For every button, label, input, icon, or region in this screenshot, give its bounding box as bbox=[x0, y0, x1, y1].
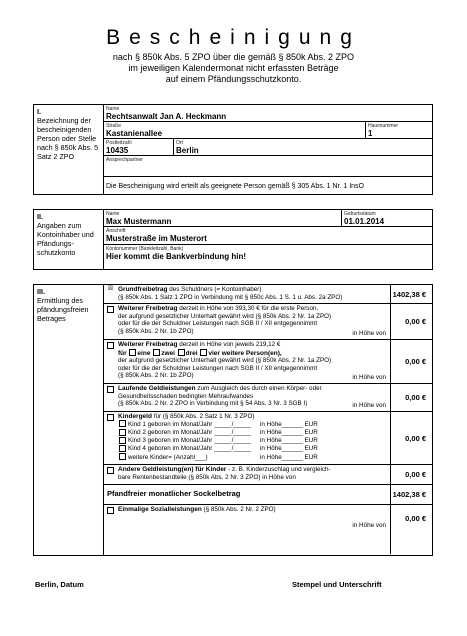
section-calculation-content bbox=[104, 285, 432, 555]
weiterer2-vier-checkbox[interactable] bbox=[200, 349, 207, 356]
kind-3-checkbox[interactable] bbox=[119, 437, 126, 444]
issuer-notice: Die Bescheinigung wird erteilt als geeignete Person gemäß § 305 Abs. 1 Nr. 1 InsO bbox=[106, 183, 364, 190]
kind-4-betrag[interactable]: in Höhe______ EUR bbox=[260, 445, 318, 453]
grundfreibetrag-ref: (§ 850k Abs. 1 Satz 1 ZPO in Verbindung mit § 850c Abs. 1 S. 1 u. Abs. 2a ZPO) bbox=[118, 293, 343, 301]
laufende-line2: Gesundheitsschaden bedingten Mehraufwandes bbox=[118, 392, 254, 400]
kindergeld-amount[interactable]: 0,00 € bbox=[405, 433, 426, 443]
weiterer2-zwei-checkbox[interactable] bbox=[153, 349, 160, 356]
grundfreibetrag-desc: des Schuldners (= Kontoinhaber) bbox=[167, 286, 262, 293]
section-issuer bbox=[33, 104, 433, 195]
einmalige-suffix: in Höhe von bbox=[352, 522, 386, 529]
holder-name-field[interactable] bbox=[104, 210, 342, 227]
issuer-house-label: Hausnummer bbox=[368, 123, 399, 129]
subtitle-line-1: nach § 850k Abs. 5 ZPO über die gemäß § 850k Abs. 2 ZPO bbox=[112, 52, 355, 62]
holder-dob-value: 01.01.2014 bbox=[344, 217, 385, 226]
issuer-contact-field[interactable] bbox=[104, 156, 432, 177]
kindergeld-checkbox[interactable] bbox=[107, 414, 114, 421]
holder-address-label: Anschrift bbox=[106, 228, 126, 234]
weiterer1-suffix: in Höhe von bbox=[352, 330, 386, 338]
weiterer2-checkbox[interactable] bbox=[107, 342, 114, 349]
weiterer2-suffix: in Höhe von bbox=[352, 374, 386, 382]
weiterer1-checkbox[interactable] bbox=[107, 306, 114, 313]
weiterer2-amount[interactable]: 0,00 € bbox=[405, 357, 426, 366]
section-calculation bbox=[33, 284, 433, 556]
weiterer1-title: Weiterer Freibetrag bbox=[118, 305, 178, 312]
grundfreibetrag-checkbox[interactable]: ☒ bbox=[107, 286, 114, 292]
issuer-house-field[interactable] bbox=[366, 122, 432, 139]
holder-account-value: Hier kommt die Bankverbindung hin! bbox=[106, 252, 247, 261]
weiterer2-line5: (§ 850k Abs. 2 Nr. 1b ZPO) bbox=[118, 372, 194, 380]
sockel-amount[interactable]: 1402,38 € bbox=[392, 490, 426, 499]
laufende-text bbox=[104, 384, 391, 411]
page-title: Bescheinigung bbox=[106, 26, 361, 49]
row-weiterer-freibetrag-2 bbox=[104, 340, 432, 384]
weiterer2-opt-fuer: für bbox=[118, 349, 127, 357]
weiterer1-line2: der aufgrund gesetzlicher Unterhalt gewährt wird (§ 850k Abs. 2 Nr. 1a ZPO) bbox=[118, 312, 332, 320]
issuer-name-label: Name bbox=[106, 106, 120, 112]
kind-2-betrag[interactable]: in Höhe______ EUR bbox=[260, 429, 318, 437]
issuer-name-value: Rechtsanwalt Jan A. Heckmann bbox=[106, 112, 227, 121]
kind-2-line bbox=[118, 429, 388, 437]
row-weiterer-freibetrag-1 bbox=[104, 304, 432, 340]
andere-amount[interactable]: 0,00 € bbox=[405, 470, 426, 479]
kind-weitere-line bbox=[118, 453, 388, 461]
subtitle bbox=[40, 52, 427, 85]
andere-line2: bare Rentenbestandteile (§ 850k Abs. 2 Nr. 3 ZPO) in Höhe von bbox=[118, 473, 296, 481]
issuer-city-label: Ort bbox=[176, 140, 183, 146]
weiterer2-line3: der aufgrund gesetzlicher Unterhalt gewährt wird (§ 850k Abs. 2 Nr. 1a ZPO) bbox=[118, 357, 332, 365]
weiterer2-opt-eine: eine bbox=[137, 349, 151, 357]
footer-signature: Stempel und Unterschrift bbox=[292, 580, 382, 589]
issuer-city-value: Berlin bbox=[176, 146, 199, 155]
kind-4-line bbox=[118, 445, 388, 453]
einmalige-title: Einmalige Sozialleistungen bbox=[118, 506, 202, 513]
andere-title: Andere Geldleistung(en) für Kinder bbox=[118, 466, 227, 473]
kind-weitere-betrag[interactable]: in Höhe______ EUR bbox=[260, 453, 318, 461]
section-account-content bbox=[104, 210, 432, 269]
subtitle-line-2: im jeweiligen Kalendermonat nicht erfassten Beträge bbox=[128, 63, 339, 73]
section-account-number: II. bbox=[37, 212, 43, 221]
row-einmalige-sozialleistungen bbox=[104, 505, 432, 554]
holder-dob-label: Geburtsdatum bbox=[344, 211, 376, 217]
issuer-contact-label: Ansprechpartner bbox=[106, 157, 143, 163]
issuer-zip-label: Postleitzahl bbox=[106, 140, 132, 146]
kind-4-checkbox[interactable] bbox=[119, 445, 126, 452]
weiterer2-opt-zwei: zwei bbox=[161, 349, 175, 357]
row-andere-geldleistungen bbox=[104, 465, 432, 485]
weiterer2-title: Weiterer Freibetrag bbox=[118, 341, 178, 348]
kind-2-label: Kind 2 geboren im Monat/Jahr _____/_____ bbox=[128, 429, 251, 437]
issuer-street-value: Kastanienallee bbox=[106, 129, 163, 138]
issuer-house-value: 1 bbox=[368, 129, 373, 138]
issuer-city-field[interactable] bbox=[174, 139, 432, 156]
section-issuer-content bbox=[104, 105, 432, 194]
section-calculation-description: Ermittlung des pfändungsfreien Betrages bbox=[37, 296, 89, 323]
holder-account-field[interactable] bbox=[104, 245, 432, 268]
issuer-name-field[interactable] bbox=[104, 105, 432, 122]
row-laufende-geldleistungen bbox=[104, 384, 432, 412]
laufende-suffix: in Höhe von bbox=[352, 402, 386, 410]
weiterer2-opt-drei: drei bbox=[185, 349, 198, 357]
grundfreibetrag-amount[interactable]: 1402,38 € bbox=[392, 289, 426, 299]
weiterer2-text bbox=[104, 340, 391, 383]
footer-place-date: Berlin, Datum bbox=[35, 580, 84, 589]
sockel-title: Pfandfreier monatlicher Sockelbetrag bbox=[107, 489, 241, 498]
kindergeld-line1: für (§ 850k Abs. 2 Satz 1 Nr. 3 ZPO) bbox=[151, 413, 255, 420]
kind-1-label: Kind 1 geboren im Monat/Jahr _____/_____ bbox=[128, 420, 251, 428]
kind-1-line bbox=[118, 421, 388, 429]
section-issuer-number: I. bbox=[37, 107, 41, 116]
holder-account-label: Kontonummer (Bankleitzahl, Bank) bbox=[106, 246, 184, 252]
laufende-line1: zum Ausgleich des durch einen Körper- oder bbox=[195, 385, 322, 392]
kind-3-betrag[interactable]: in Höhe______ EUR bbox=[260, 437, 318, 445]
laufende-checkbox[interactable] bbox=[107, 386, 114, 393]
weiterer2-opt-vier: vier weitere Person(en), bbox=[208, 349, 282, 357]
einmalige-amount[interactable]: 0,00 € bbox=[405, 513, 426, 523]
laufende-title: Laufende Geldleistungen bbox=[118, 385, 196, 392]
andere-text bbox=[104, 465, 391, 484]
kind-1-checkbox[interactable] bbox=[119, 420, 126, 427]
einmalige-text bbox=[104, 505, 391, 554]
holder-name-value: Max Mustermann bbox=[106, 217, 172, 226]
issuer-zip-value: 10435 bbox=[106, 146, 129, 155]
weiterer1-line1: derzeit in Höhe von 393,30 € für die erste Person, bbox=[177, 305, 319, 312]
holder-address-value: Musterstraße im Musterort bbox=[106, 234, 207, 243]
kind-weitere-label: weitere Kinder= (Anzahl___) bbox=[128, 453, 208, 461]
row-kindergeld bbox=[104, 412, 432, 465]
section-calculation-label bbox=[34, 285, 104, 555]
grundfreibetrag-title: Grundfreibetrag bbox=[118, 286, 168, 293]
kind-weitere-checkbox[interactable] bbox=[119, 453, 126, 460]
section-calculation-number: III. bbox=[37, 287, 45, 296]
issuer-zip-field[interactable] bbox=[104, 139, 174, 156]
section-issuer-description: Bezeichnung der bescheinigenden Person oder Stelle nach § 850k Abs. 5 Satz 2 ZPO bbox=[37, 116, 99, 161]
andere-line1: - z. B. Kinderzuschlag und vergleich- bbox=[226, 466, 331, 473]
row-sockelbetrag bbox=[104, 485, 432, 505]
kind-3-line bbox=[118, 437, 388, 445]
holder-address-field[interactable] bbox=[104, 227, 432, 245]
kindergeld-title: Kindergeld bbox=[118, 413, 152, 420]
einmalige-checkbox[interactable] bbox=[107, 507, 114, 514]
grundfreibetrag-text bbox=[104, 285, 391, 303]
kindergeld-text bbox=[104, 412, 391, 464]
weiterer1-text bbox=[104, 304, 391, 339]
sockel-text bbox=[104, 485, 391, 504]
weiterer2-eine-checkbox[interactable] bbox=[129, 349, 136, 356]
einmalige-line1: (§ 850k Abs. 2 Nr. 2 ZPO) bbox=[201, 506, 276, 513]
holder-name-label: Name bbox=[106, 211, 120, 217]
kind-3-label: Kind 3 geboren im Monat/Jahr _____/_____ bbox=[128, 437, 251, 445]
section-account-description: Angaben zum Kontoinhaber und Pfändungs-schutzkonto bbox=[37, 221, 94, 257]
kind-1-betrag[interactable]: in Höhe______ EUR bbox=[260, 420, 318, 428]
weiterer2-drei-checkbox[interactable] bbox=[178, 349, 185, 356]
weiterer1-line3: oder für die der Schuldner Leistungen nach SGB II / XII entgegennimmt bbox=[118, 320, 318, 328]
laufende-line3: (§ 850k Abs. 2 Nr. 2 ZPO in Verbindung mit § 54 Abs. 3 Nr. 3 SGB I) bbox=[118, 400, 308, 408]
section-account-label bbox=[34, 210, 104, 269]
row-grundfreibetrag bbox=[104, 285, 432, 304]
andere-checkbox[interactable] bbox=[107, 467, 114, 474]
kind-4-label: Kind 4 geboren im Monat/Jahr _____/_____ bbox=[128, 445, 251, 453]
laufende-amount[interactable]: 0,00 € bbox=[405, 393, 426, 402]
weiterer1-line4: (§ 850k Abs. 2 Nr. 1b ZPO) bbox=[118, 327, 194, 335]
kind-2-checkbox[interactable] bbox=[119, 429, 126, 436]
issuer-street-field[interactable] bbox=[104, 122, 366, 139]
section-account-holder bbox=[33, 209, 433, 270]
weiterer2-line4: oder für die der Schuldner Leistungen nach SGB II / XII entgegennimmt bbox=[118, 364, 318, 372]
issuer-street-label: Straße bbox=[106, 123, 122, 129]
section-issuer-label bbox=[34, 105, 104, 194]
weiterer1-amount[interactable]: 0,00 € bbox=[405, 317, 426, 326]
holder-dob-field[interactable] bbox=[342, 210, 432, 227]
weiterer2-line1: derzeit in Höhe von jeweils 219,12 € bbox=[177, 341, 281, 348]
subtitle-line-3: auf einem Pfändungsschutzkonto. bbox=[165, 74, 302, 84]
